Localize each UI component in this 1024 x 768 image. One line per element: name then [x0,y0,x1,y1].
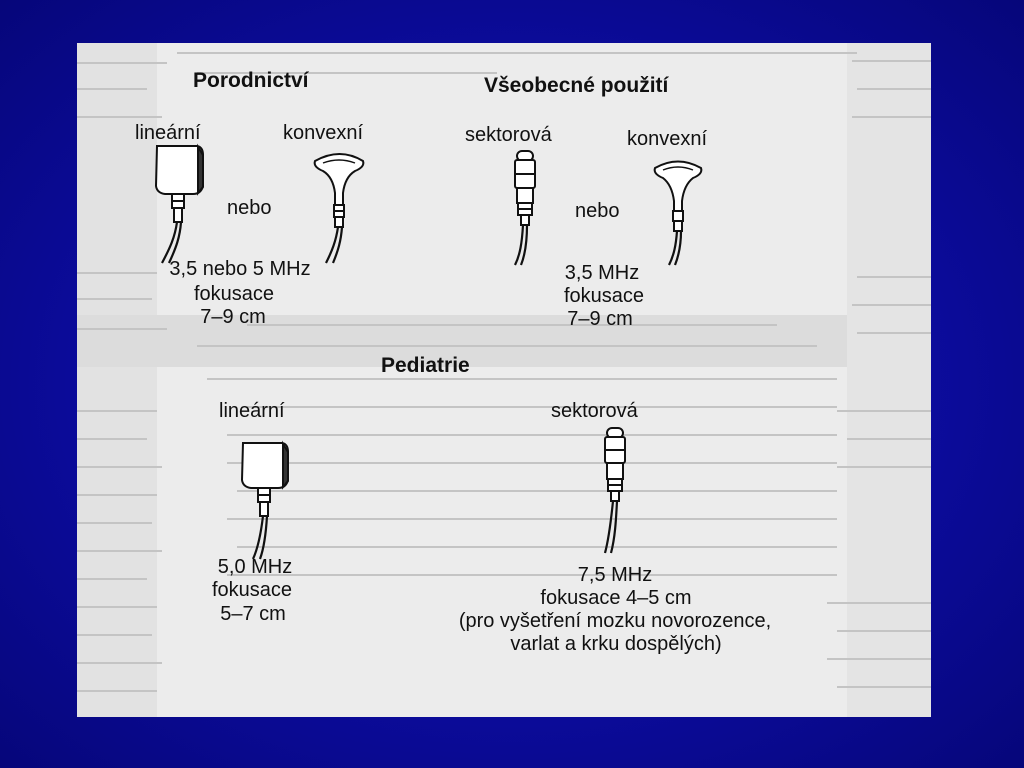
obstetrics-linear-label: lineární [135,122,201,144]
pediatrics-sector-label: sektorová [551,400,638,422]
obstetrics-or-label: nebo [227,197,272,219]
pediatrics-linear-spec-focus: fokusace [211,579,293,601]
pediatrics-linear-spec-range: 5–7 cm [220,603,286,625]
pediatrics-heading: Pediatrie [381,354,470,377]
pediatrics-linear-spec-frequency: 5,0 MHz [217,556,293,578]
scanned-figure [77,43,931,717]
general-spec-frequency: 3,5 MHz [564,262,640,284]
obstetrics-spec-range: 7–9 cm [200,306,266,328]
obstetrics-spec-frequency: 3,5 nebo 5 MHz [169,258,311,280]
obstetrics-convex-label: konvexní [283,122,364,144]
pediatrics-sector-spec-frequency: 7,5 MHz [577,564,653,586]
pediatrics-sector-spec-use-continued: varlat a krku dospělých) [510,633,722,655]
general-use-heading: Všeobecné použití [484,74,669,97]
general-spec-range: 7–9 cm [567,308,633,330]
general-convex-label: konvexní [627,128,708,150]
general-sector-label: sektorová [465,124,552,146]
general-or-label: nebo [575,200,620,222]
pediatrics-sector-spec-focus: fokusace 4–5 cm [540,587,692,609]
pediatrics-linear-label: lineární [219,400,285,422]
obstetrics-heading: Porodnictví [193,69,309,92]
pediatrics-sector-spec-use: (pro vyšetření mozku novorozence, [458,610,772,632]
general-spec-focus: fokusace [563,285,645,307]
obstetrics-spec-focus: fokusace [193,283,275,305]
